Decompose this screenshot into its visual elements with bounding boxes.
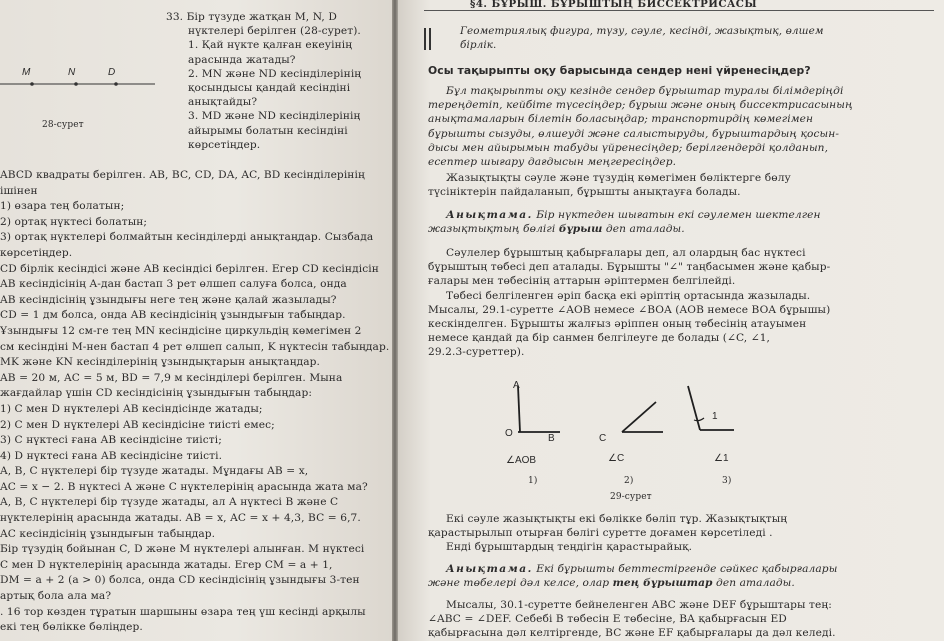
point-m-label: M (22, 67, 31, 78)
exercise-line: ішінен (0, 184, 38, 197)
angle-aob-side-a (518, 386, 520, 432)
angle-label-c: ∠C (608, 453, 625, 464)
angle-label-aob: ∠AOB (506, 455, 537, 466)
paragraph-3: Екі сәуле жазықтықты екі бөлікке бөліп тұр. Жазықтықтың қарастырылып отырған бөлігі суретте доғамен көрсетіледі . Енді бұрыштардың теңдігін қарастырайық. (428, 513, 788, 554)
point-n-label: N (68, 67, 76, 78)
exercise-line: . 16 тор көзден тұратын шаршыны өзара тең үш кесінді арқылы (0, 605, 366, 618)
exercise-line: 1) C мен D нүктелері AB кесіндісінде жатады; (0, 402, 263, 415)
exercise-line: AC кесіндісінің ұзындығын табыңдар. (0, 527, 216, 540)
term-angle: бұрыш (558, 223, 603, 236)
exercise-line: C мен D нүктелерінің арасында жатады. Егер CM = a + 1, (0, 558, 333, 571)
problem-33-line: айырымы болатын кесіндіні (188, 124, 348, 137)
exercise-list (0, 168, 390, 636)
exercise-line: A, B, C нүктелері бір түзуде жатады, ал A нүктесі B және C (0, 496, 339, 509)
definition-angle: Анықтама. Бір нүктеден шығатын екі сәулемен шектелген жазықтықтың бөлігі бұрыш деп аталады. (428, 209, 821, 236)
paragraph-1: Жазықтықты сәуле және түзудің көмегімен бөліктерге бөлу түсініктерін пайдаланып, бұрышты анықтауға болады. (428, 172, 791, 199)
angle-1-arc (694, 418, 704, 421)
hand-label-b: B (548, 433, 555, 444)
exercise-line: 3) C нүктесі ғана AB кесіндісіне тиісті; (0, 434, 222, 447)
topic-marker-icon (424, 28, 431, 50)
exercise-line: AB = 20 м, AC = 5 м, BD = 7,9 м кесінділері берілген. Мына (0, 371, 343, 384)
problem-number: 33. (166, 11, 184, 23)
problem-33-line: 33. Бір түзуде жатқан M, N, D (166, 11, 337, 23)
problem-33-line: арасында жатады? (188, 53, 296, 66)
angle-label-1: ∠1 (714, 453, 729, 464)
subfig-number-3: 3) (722, 476, 732, 486)
exercise-line: DM = a + 2 (a > 0) болса, онда CD кесіндісінің ұзындығы 3-тен (0, 574, 360, 587)
right-page (398, 0, 944, 641)
paragraph-4: Мысалы, 30.1-суретте бейнеленген ABC және DEF бұрыштары тең: ∠ABC = ∠DEF. Себебі B төбесін E төбесіне, BA қабырғасын ED қабырғасына дәл келтіргенде, BC және EF қабырғалары да дәл келеді. (428, 599, 836, 640)
problem-33-line: 1. Қай нүкте қалған екеуінің (188, 39, 353, 52)
problem-33-line: нүктелері берілген (28-сурет). (188, 25, 361, 38)
hand-label-1: 1 (712, 411, 718, 422)
problem-33-line: анықтайды? (188, 96, 258, 109)
topic-words: Геометриялық фигура, түзу, сәуле, кесінді, жазықтық, өлшем бірлік. (460, 25, 824, 52)
figure-28-caption: 28-сурет (42, 120, 84, 130)
definition-equal-angles: Анықтама. Екі бұрышты беттестіргенде сәйкес қабырғалары және төбелері дәл келсе, олар тең бұрыштар деп аталады. (428, 563, 838, 590)
exercise-line: A, B, C нүктелері бір түзуде жатады. Мұндағы AB = x, (0, 465, 309, 478)
problem-33 (166, 10, 386, 152)
exercise-line: AC = x − 2. B нүктесі A және C нүктелерінің арасында жата ма? (0, 480, 368, 493)
figure-29-angles (478, 372, 808, 442)
header-rule (424, 10, 934, 11)
exercise-line: ABCD квадраты берілген. AB, BC, CD, DA, AC, BD кесінділерінің (0, 169, 365, 181)
figure-29-caption: 29-сурет (610, 492, 652, 502)
hand-label-o: O (505, 428, 513, 439)
angle-1-side-1 (688, 386, 700, 430)
definition-lead: Анықтама. (446, 563, 533, 575)
subfig-number-1: 1) (528, 476, 538, 486)
exercise-line: AB кесіндісінің ұзындығы неге тең және қалай жазылады? (0, 293, 337, 306)
exercise-line: см кесіндіні M-нен бастап 4 рет өлшеп салып, K нүктесін табыңдар. (0, 340, 390, 353)
exercise-line: артық бола ала ма? (0, 590, 112, 603)
problem-33-line: 2. MN және ND кесінділерінің (188, 67, 362, 80)
paragraph-2: Сәулелер бұрыштың қабырғалары деп, ал олардың бас нүктесі бұрыштың төбесі деп аталады. Бұрышты "∠" таңбасымен және қабыр- ғалары мен төбесінің аттарын әріптермен белгілейді. Төбесі белгіленген әріп басқа екі әріптің ортасында жазылады. Мысалы, 29.1-суретте ∠AOB немесе ∠BOA (AOB немесе BOA бұрышы) кескінделген. Бұрышты жалғыз әріппен оның төбесінің атауымен немесе қандай да бір санмен белгілеуге де болады (∠C, ∠1, 29.2.3-суреттер). (428, 247, 831, 359)
exercise-line: MK және KN кесінділерінің ұзындықтарын анықтаңдар. (0, 356, 320, 369)
exercise-line: 2) C мен D нүктелері AB кесіндісіне тиісті емес; (0, 418, 275, 431)
hand-label-a: A (513, 380, 520, 391)
exercise-line: CD = 1 дм болса, онда AB кесіндісінің ұзындығын табыңдар. (0, 309, 346, 322)
exercise-line: жағдайлар үшін CD кесіндісінің ұзындығын табыңдар: (0, 387, 313, 400)
exercise-line: 2) ортақ нүктесі болатын; (0, 215, 148, 228)
exercise-line: нүктелерінің арасында жатады. AB = x, AC = x + 4,3, BC = 6,7. (0, 512, 361, 525)
problem-33-line: 3. MD және ND кесінділерінің (188, 110, 361, 123)
exercise-line: 1) өзара тең болатын; (0, 200, 125, 213)
definition-lead: Анықтама. (446, 209, 533, 221)
point-d-label: D (108, 67, 116, 78)
exercise-line: көрсетіңдер. (0, 246, 73, 259)
exercise-line: AB кесіндісінің A-дан бастап 3 рет өлшеп салуға болса, онда (0, 278, 347, 291)
problem-33-line: қосындысы қандай кесіндіні (188, 82, 351, 95)
exercise-line: Бір түзудің бойынан C, D және M нүктелері алынған. M нүктесі (0, 543, 365, 556)
problem-33-line: көрсетіңдер. (188, 138, 261, 151)
exercise-line: 4) D нүктесі ғана AB кесіндісіне тиісті. (0, 449, 223, 462)
hand-label-c: C (599, 433, 607, 444)
left-page (0, 0, 392, 641)
intro-paragraph: Бұл тақырыпты оқу кезінде сендер бұрыштар туралы білімдеріңді тереңдетіп, кейбіте түсесіңдер; бұрыш және оның биссектрисасының анықтамаларын білетін боласыңдар; транспортирдің көмегімен бұрышты сызуды, өлшеуді және салыстыруды, бұрыштардың қосын- дысы мен айырымын табуды үйренесіңдер; берілгендерді қолданып, есептер шығару дағдысын меңгересіңдер. (428, 85, 853, 169)
study-question: Осы тақырыпты оқу барысында сендер нені үйренесіңдер? (428, 64, 811, 77)
exercise-line: CD бірлік кесіндісі және AB кесіндісі берілген. Егер CD кесіндісін (0, 262, 379, 275)
subfig-number-2: 2) (624, 476, 634, 486)
exercise-line: Ұзындығы 12 см-ге тең MN кесіндісіне циркульдің көмегімен 2 (0, 324, 362, 337)
exercise-line: 3) ортақ нүктелері болмайтын кесінділерді анықтаңдар. Сызбада (0, 231, 374, 244)
angle-c-side-1 (622, 402, 656, 432)
section-header: §4. БҰРЫШ. БҰРЫШТЫҢ БИССЕКТРИСАСЫ (470, 0, 758, 10)
exercise-line: екі тең бөлікке бөліңдер. (0, 621, 143, 634)
term-equal-angles: тең бұрыштар (612, 577, 713, 590)
